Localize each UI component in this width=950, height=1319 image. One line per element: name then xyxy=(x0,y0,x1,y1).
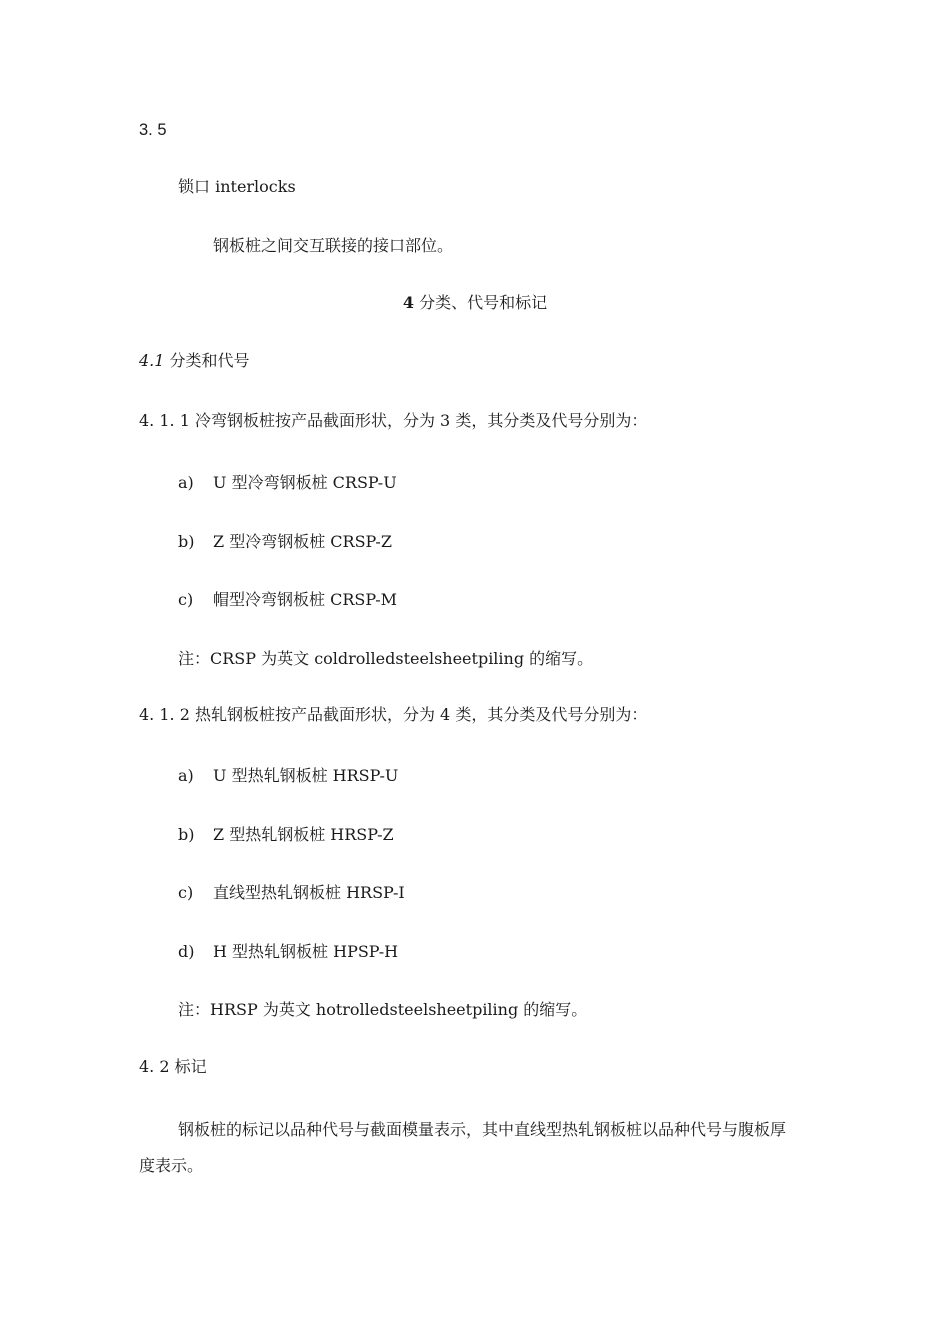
chapter-title: 分类、代号和标记 xyxy=(414,293,548,312)
list-item xyxy=(178,824,394,846)
note: 注：HRSP 为英文 hotrolledsteelsheetpiling 的缩写。 xyxy=(178,1000,588,1019)
list-item-label: c) xyxy=(178,590,194,609)
subclause-text: 4. 1. 1 冷弯钢板桩按产品截面形状，分为 3 类，其分类及代号分别为： xyxy=(139,411,648,430)
list-item-label: b) xyxy=(178,825,195,844)
paragraph-line: 钢板桩的标记以品种代号与截面模量表示，其中直线型热轧钢板桩以品种代号与腹板厚 xyxy=(178,1120,787,1139)
list-item-label: d) xyxy=(178,942,195,961)
chapter-heading xyxy=(0,292,950,314)
subclause-text: 4. 1. 2 热轧钢板桩按产品截面形状，分为 4 类，其分类及代号分别为： xyxy=(139,705,648,724)
list-item-label: c) xyxy=(178,883,194,902)
list-item-label: a) xyxy=(178,473,194,492)
clause-heading xyxy=(139,350,250,372)
list-item xyxy=(178,531,392,553)
list-item xyxy=(178,765,398,787)
list-item-text: 帽型冷弯钢板桩 CRSP-M xyxy=(213,590,398,609)
list-item-text: U 型冷弯钢板桩 CRSP-U xyxy=(213,473,397,492)
clause-heading: 4. 2 标记 xyxy=(139,1057,207,1076)
list-item xyxy=(178,882,405,904)
list-item-text: Z 型热轧钢板桩 HRSP-Z xyxy=(213,825,394,844)
list-item-text: 直线型热轧钢板桩 HRSP-I xyxy=(213,883,405,902)
term-title: 锁口 interlocks xyxy=(178,177,296,196)
list-item xyxy=(178,941,398,963)
list-item-label: a) xyxy=(178,766,194,785)
list-item-text: H 型热轧钢板桩 HPSP-H xyxy=(213,942,399,961)
list-item-text: Z 型冷弯钢板桩 CRSP-Z xyxy=(213,532,392,551)
section-number: 3. 5 xyxy=(139,121,167,139)
clause-number: 4.1 xyxy=(139,351,165,370)
list-item xyxy=(178,589,397,611)
clause-title: 分类和代号 xyxy=(164,351,250,370)
list-item xyxy=(178,472,397,494)
list-item-text: U 型热轧钢板桩 HRSP-U xyxy=(213,766,399,785)
paragraph-line: 度表示。 xyxy=(139,1156,204,1175)
chapter-number: 4 xyxy=(402,293,415,312)
list-item-label: b) xyxy=(178,532,195,551)
term-definition: 钢板桩之间交互联接的接口部位。 xyxy=(213,236,454,255)
note: 注：CRSP 为英文 coldrolledsteelsheetpiling 的缩写。 xyxy=(178,649,594,668)
